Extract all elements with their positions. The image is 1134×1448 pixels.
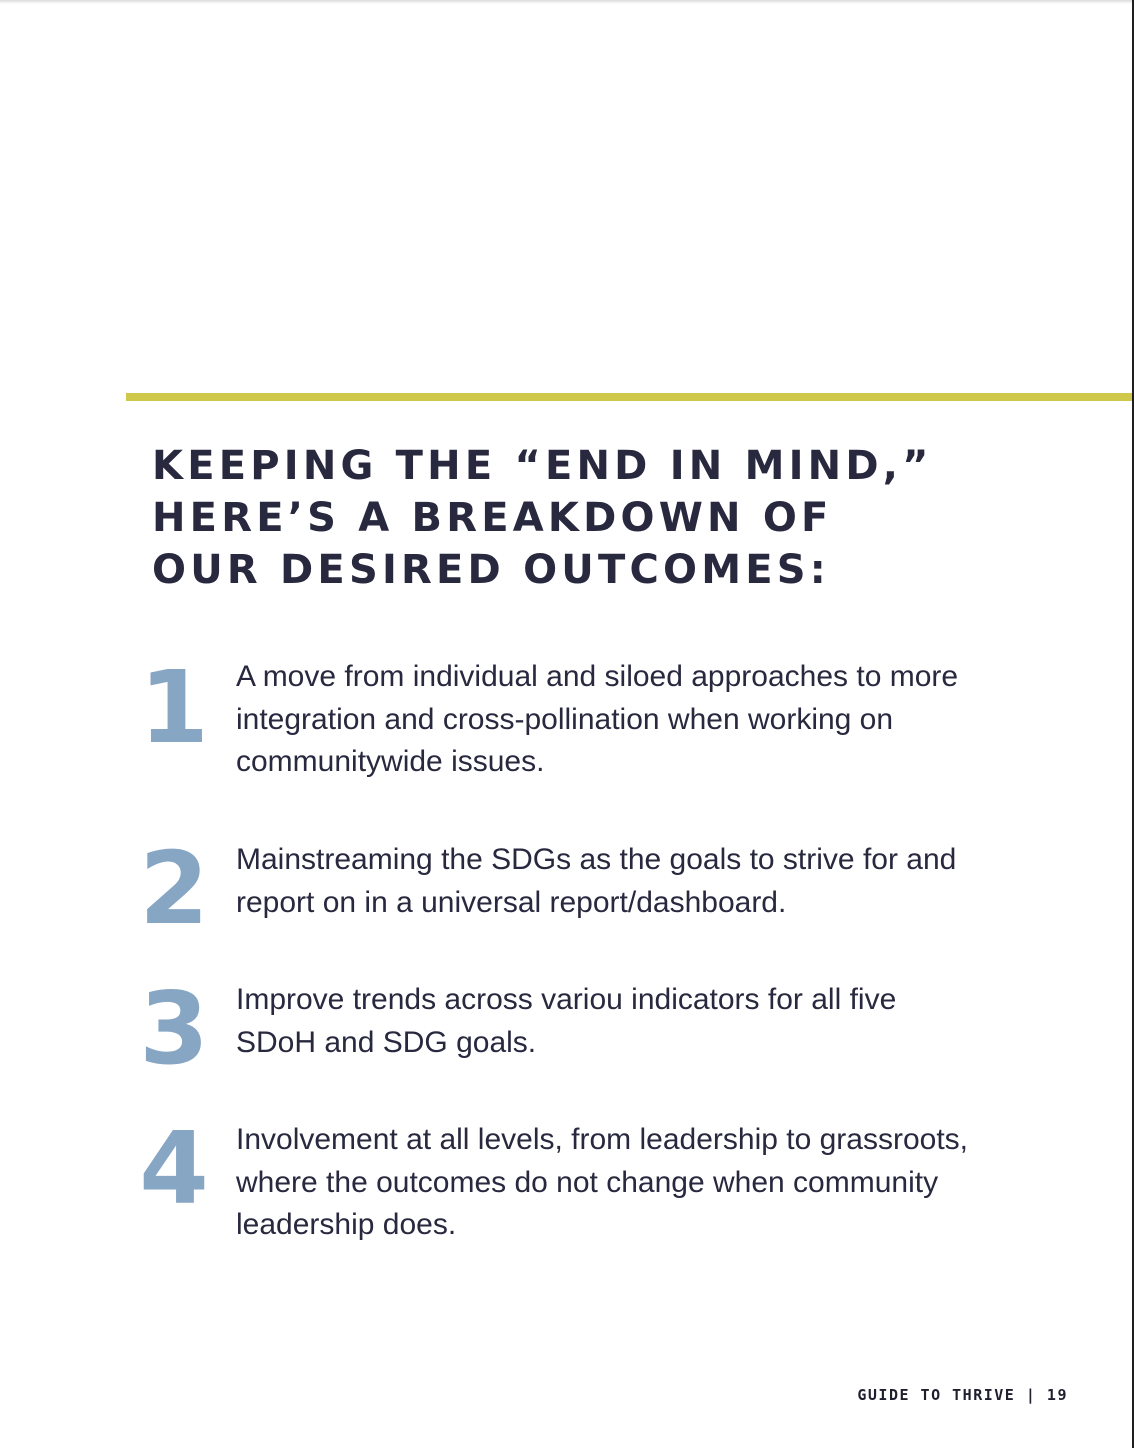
outcome-number-3: 3 <box>139 970 209 1087</box>
section-heading <box>152 440 1052 596</box>
heading-line-2: HERE’S A BREAKDOWN OF <box>152 495 833 541</box>
outcome-text-3 <box>236 979 1036 1064</box>
heading-line-3: OUR DESIRED OUTCOMES: <box>152 547 830 593</box>
page-top-shadow <box>0 0 1134 4</box>
accent-divider <box>126 393 1132 401</box>
outcome-4-line-2: where the outcomes do not change when community <box>236 1165 939 1199</box>
outcome-2-line-1: Mainstreaming the SDGs as the goals to strive for and <box>236 843 957 876</box>
outcome-text-1 <box>236 656 1036 784</box>
outcome-4-line-3: leadership does. <box>236 1208 457 1241</box>
outcome-3-line-1: Improve trends across variou indicators for all five <box>236 983 897 1016</box>
outcome-number-2: 2 <box>139 830 209 947</box>
outcome-1-line-3: communitywide issues. <box>236 745 545 778</box>
outcome-number-1: 1 <box>139 649 209 766</box>
outcome-2-line-2: report on in a universal report/dashboard. <box>236 885 787 919</box>
outcome-text-2 <box>236 839 1036 924</box>
outcome-1-line-1: A move from individual and siloed approaches to more <box>236 660 959 693</box>
heading-line-1: KEEPING THE “END IN MIND,” <box>152 443 933 489</box>
outcome-number-4: 4 <box>139 1110 209 1227</box>
outcome-4-line-1: Involvement at all levels, from leadership to grassroots, <box>236 1123 968 1156</box>
outcome-1-line-2: integration and cross-pollination when working on <box>236 702 894 736</box>
outcome-text-4 <box>236 1119 1036 1247</box>
page-footer: GUIDE TO THRIVE | 19 <box>857 1386 1068 1404</box>
outcome-3-line-2: SDoH and SDG goals. <box>236 1025 537 1059</box>
